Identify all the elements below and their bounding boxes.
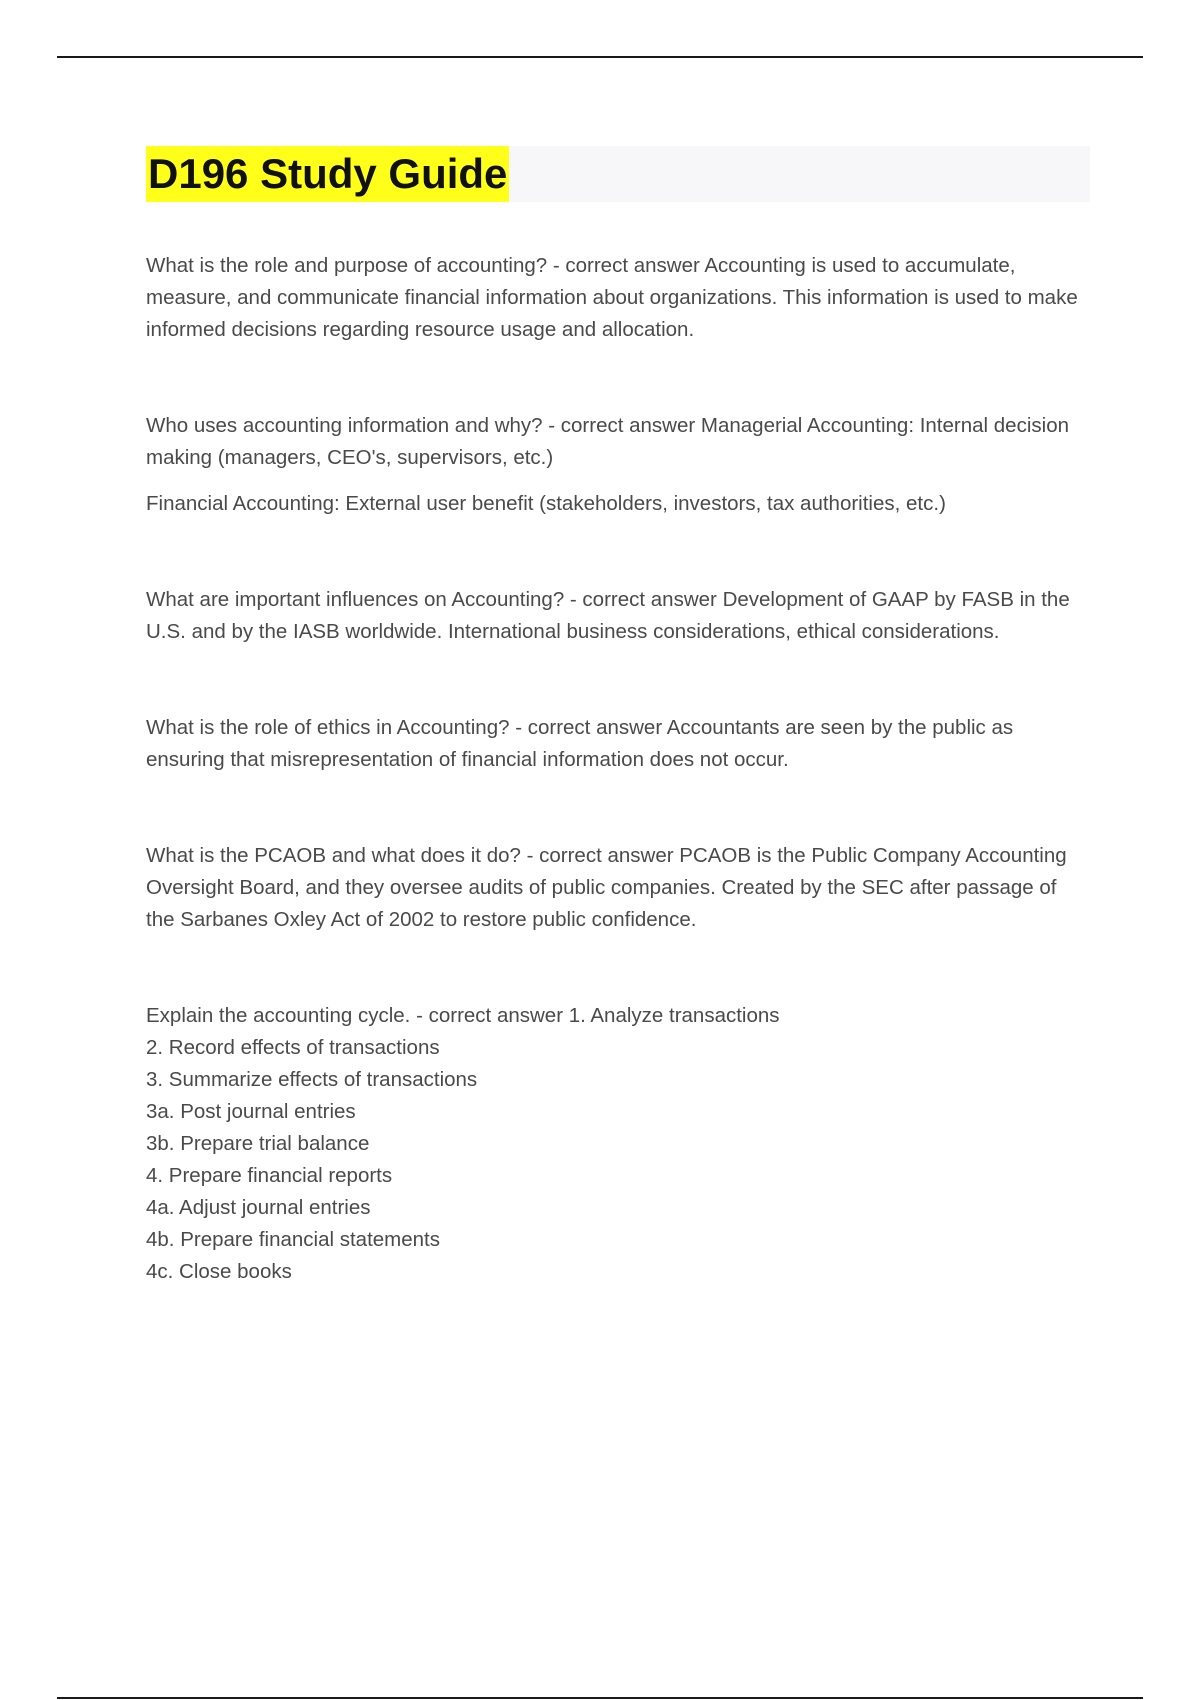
qa-entry-ethics: [146, 712, 1090, 776]
cycle-step: 4. Prepare financial reports: [146, 1164, 393, 1187]
qa-text: Who uses accounting information and why? - correct answer Managerial Accounting: Internal decision making (managers, CEO's, supervisors, etc.): [146, 414, 1069, 469]
cycle-step: 4c. Close books: [146, 1260, 292, 1283]
cycle-step: 3b. Prepare trial balance: [146, 1132, 370, 1155]
title-bar: [146, 146, 1090, 202]
qa-entry-pcaob: [146, 840, 1090, 936]
qa-entry-role-purpose: [146, 250, 1090, 346]
qa-extra-text: Financial Accounting: External user benefit (stakeholders, investors, tax authorities, etc.): [146, 492, 946, 515]
qa-text: What is the role of ethics in Accounting? - correct answer Accountants are seen by the public as ensuring that misrepresentation of financial information does not occur.: [146, 716, 1014, 771]
top-rule: [57, 56, 1143, 58]
qa-text: Explain the accounting cycle. - correct answer 1. Analyze transactions: [146, 1004, 780, 1027]
document-title: D196 Study Guide: [146, 146, 509, 202]
cycle-step: 3a. Post journal entries: [146, 1100, 356, 1123]
qa-text: What is the role and purpose of accounting? - correct answer Accounting is used to accumulate, measure, and communicate financial information about organizations. This information is used to make informed decisions regarding resource usage and allocation.: [146, 254, 1078, 341]
bottom-rule: [57, 1697, 1143, 1699]
document-body: [146, 146, 1090, 1288]
cycle-step: 3. Summarize effects of transactions: [146, 1068, 478, 1091]
cycle-step: 2. Record effects of transactions: [146, 1036, 440, 1059]
cycle-step: 4b. Prepare financial statements: [146, 1228, 440, 1251]
qa-entry-accounting-cycle: [146, 1000, 1090, 1288]
cycle-step: 4a. Adjust journal entries: [146, 1196, 371, 1219]
qa-text: What is the PCAOB and what does it do? - correct answer PCAOB is the Public Company Accounting Oversight Board, and they oversee audits of public companies. Created by the SEC after passage of the Sarbanes Oxley Act of 2002 to restore public confidence.: [146, 844, 1067, 931]
qa-entry-users: [146, 410, 1090, 520]
qa-entry-influences: [146, 584, 1090, 648]
qa-text: What are important influences on Accounting? - correct answer Development of GAAP by FASB in the U.S. and by the IASB worldwide. International business considerations, ethical considerations.: [146, 588, 1070, 643]
